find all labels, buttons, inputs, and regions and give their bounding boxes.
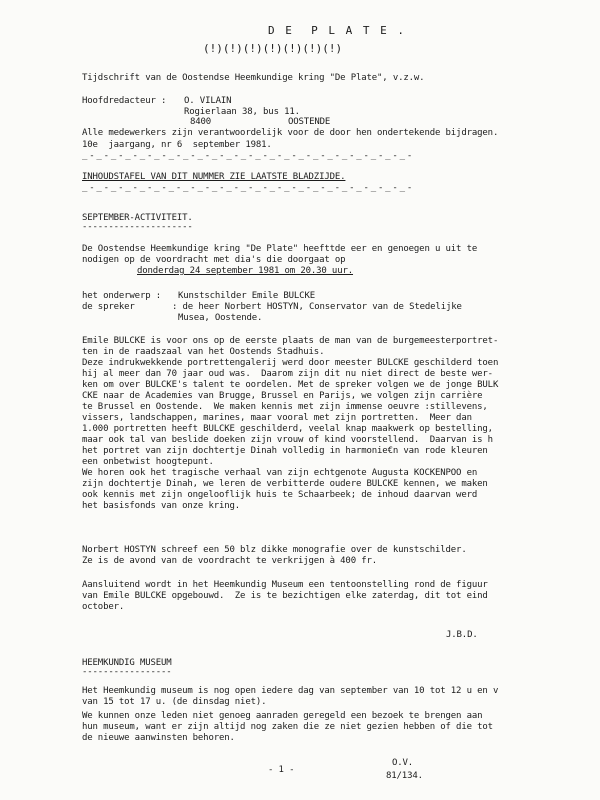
editor-name: O. VILAIN — [184, 96, 232, 106]
museum-line: We kunnen onze leden niet genoeg aanraden geregeld een bezoek te brengen aan — [82, 711, 483, 721]
body-line: het portret van zijn dochtertje Dinah volledig in harmonie€n van rode kleuren — [82, 446, 488, 456]
museum-line: Het Heemkundig museum is nog open iedere dag van september van 10 tot 12 u en v — [82, 686, 499, 696]
editor-city: OOSTENDE — [288, 117, 331, 127]
separator-line: _-_-_-_-_-_-_-_-_-_-_-_-_-_-_-_-_-_-_-_-_-_-_- — [82, 151, 415, 161]
footer-code: 81/134. — [386, 771, 423, 781]
journal-title: D E P L A T E . — [268, 24, 406, 37]
subject-value: Kunstschilder Emile BULCKE — [178, 291, 315, 301]
separator-line: _-_-_-_-_-_-_-_-_-_-_-_-_-_-_-_-_-_-_-_-_-_-_- — [82, 183, 415, 193]
body-line: ook kennis met zijn ongelooflijk huis te Schaarbeek; de inhoud daarvan werd — [82, 490, 478, 500]
body-line: Emile BULCKE is voor ons op de eerste plaats de man van de burgemeesterportret- — [82, 336, 499, 346]
editor-label: Hoofdredacteur : — [82, 96, 167, 106]
museum-line: hun museum, want er zijn altijd nog zaken die ze niet gezien hebben of die tot — [82, 722, 493, 732]
toc-note: INHOUDSTAFEL VAN DIT NUMMER ZIE LAATSTE BLADZIJDE. — [82, 172, 346, 182]
page-number: - 1 - — [268, 765, 295, 775]
journal-subtitle: Tijdschrift van de Oostendse Heemkundige kring "De Plate", v.z.w. — [82, 73, 425, 83]
body-line: het basisfonds van onze kring. — [82, 501, 241, 511]
monograph-line: Norbert HOSTYN schreef een 50 blz dikke monografie over de kunstschilder. — [82, 545, 467, 555]
body-line: 1.000 portretten heeft BULCKE geschilderd, veelal knap maakwerk op bestelling, — [82, 424, 493, 434]
body-line: te Brussel en Oostende. We maken kennis met zijn immense oeuvre :stillevens, — [82, 402, 488, 412]
monograph-line: Ze is de avond van de voordracht te verkrijgen à 400 fr. — [82, 556, 378, 566]
editor-postcode: 8400 — [190, 117, 212, 127]
footer-initials: O.V. — [392, 758, 414, 768]
speaker-value: : de heer Norbert HOSTYN, Conservator van de Stedelijke — [172, 302, 462, 312]
body-line: We horen ook het tragische verhaal van zijn echtgenote Augusta KOCKENPOO en — [82, 468, 478, 478]
body-line: maar ook tal van beslide doeken zijn vrouw of kind voorstellend. Daarvan is h — [82, 435, 493, 445]
section-heading: SEPTEMBER-ACTIVITEIT. — [82, 213, 193, 223]
body-line: hij al meer dan 70 jaar oud was. Daarom zijn dit nu niet direct de beste wer- — [82, 369, 493, 379]
signature: J.B.D. — [446, 630, 478, 640]
body-line: zijn dochtertje Dinah, we leren de verbitterde oudere BULCKE kennen, we maken — [82, 479, 488, 489]
editor-address: Rogierlaan 38, bus 11. — [184, 107, 300, 117]
exhibition-line: october. — [82, 602, 125, 612]
disclaimer: Alle medewerkers zijn verantwoordelijk voor de door hen ondertekende bijdragen. — [82, 128, 499, 138]
invite-line: De Oostendse Heemkundige kring "De Plate" heefttde eer en genoegen u uit te — [82, 244, 478, 254]
museum-line: van 15 tot 17 u. (de dinsdag niet). — [82, 697, 267, 707]
museum-line: de nieuwe aanwinsten behoren. — [82, 733, 235, 743]
speaker-label: de spreker — [82, 302, 135, 312]
body-line: een onbetwist hoogtepunt. — [82, 457, 214, 467]
body-line: CKE naar de Academies van Brugge, Brussel en Parijs, we volgen zijn carrière — [82, 391, 483, 401]
issue-info: 10e jaargang, nr 6 september 1981. — [82, 140, 272, 150]
body-line: ten in de raadszaal van het Oostends Stadhuis. — [82, 347, 325, 357]
exhibition-line: Aansluitend wordt in het Heemkundig Museum een tentoonstelling rond de figuur — [82, 580, 488, 590]
invite-line: nodigen op de voordracht met dia's die doorgaat op — [82, 255, 346, 265]
speaker-value-cont: Musea, Oostende. — [178, 313, 263, 323]
title-ornament: (!)(!)(!)(!)(!)(!)(!) — [203, 42, 343, 55]
event-date: donderdag 24 september 1981 om 20.30 uur. — [137, 266, 354, 276]
body-line: ken om over BULCKE's talent te oordelen. Met de spreker volgen we de jonge BULK — [82, 380, 499, 390]
heading-rule: --------------------- — [82, 222, 193, 232]
subject-label: het onderwerp : — [82, 291, 162, 301]
body-line: vissers, landschappen, marines, maar vooral met zijn portretten. Meer dan — [82, 413, 472, 423]
section-heading: HEEMKUNDIG MUSEUM — [82, 658, 172, 668]
exhibition-line: van Emile BULCKE opgebouwd. Ze is te bezichtigen elke zaterdag, dit tot eind — [82, 591, 488, 601]
body-line: Deze indrukwekkende portrettengalerij werd door meester BULCKE geschilderd toen — [82, 358, 499, 368]
heading-rule: ----------------- — [82, 667, 172, 677]
